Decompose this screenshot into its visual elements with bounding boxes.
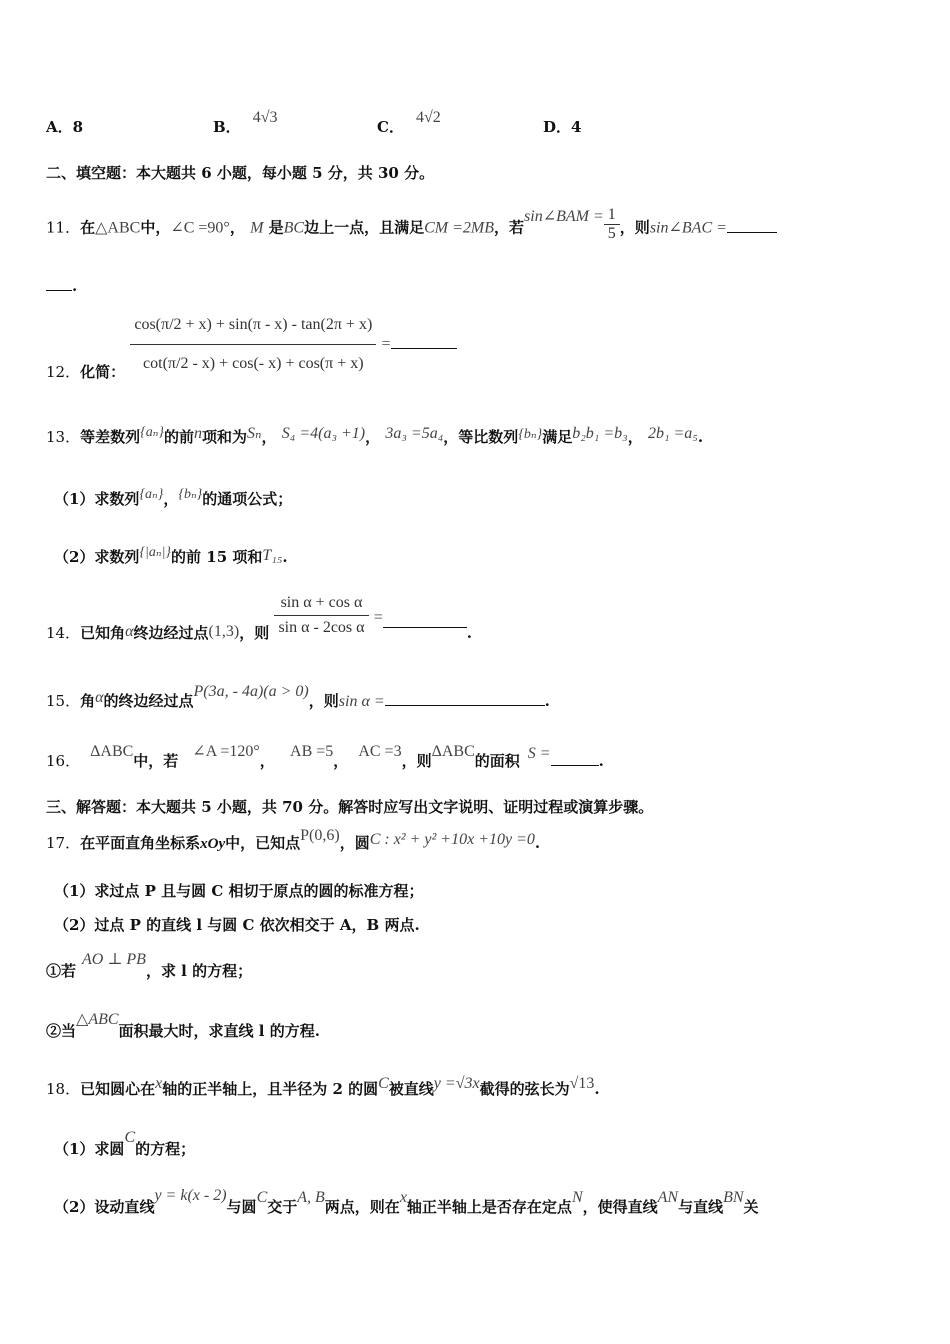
q14-fraction: $\frac{\text{sin α + cos α}}{\text{sin α - 2cos α}}$ — [274, 594, 368, 637]
question-18-part-1: （1）求圆C的方程； — [54, 1129, 196, 1158]
section-3-heading: 三、解答题：本大题共 5 小题，共 70 分。解答时应写出文字说明、证明过程或演算步骤。 — [46, 798, 654, 816]
option-c: C．4√2 — [377, 109, 441, 136]
question-17-part-2: （2）过点 P 的直线 l 与圆 C 依次相交于 A，B 两点. — [54, 916, 420, 934]
question-17: 17．在平面直角坐标系xOy中，已知点P(0,6)，圆C : x² + y² +10x +10y =0. — [46, 827, 541, 852]
question-17-part-1: （1）求过点 P 且与圆 C 相切于原点的圆的标准方程； — [54, 882, 424, 900]
question-16: 16．ΔABC中，若∠A =120°， AB =5，AC =3，则ΔABC的面积 S = . — [46, 743, 604, 770]
question-11-tail: . — [46, 276, 77, 295]
section-2-heading: 二、填空题：本大题共 6 小题，每小题 5 分，共 30 分。 — [46, 164, 435, 182]
question-18-part-2: （2）设动直线y = k(x - 2)与圆C交于A, B两点，则在x轴正半轴上是否存在定点N，使得直线AN与直线BN关 — [54, 1187, 759, 1216]
question-13: 13．等差数列{aₙ}的前n项和为Sₙ， S₄ =4(a₃ +1)， 3a₃ =5a₄，等比数列{bₙ}满足b₂b₁ =b₃， 2b₁ =a₅. — [46, 425, 704, 446]
question-15: 15．角α的终边经过点P(3a, - 4a)(a > 0)，则sin α = . — [46, 683, 550, 710]
option-d: D．4 — [543, 118, 582, 136]
question-13-part-2: （2）求数列{|aₙ|}的前 15 项和T₁₅. — [54, 545, 288, 566]
question-17-sub-2: ②当△ABC面积最大时，求直线 l 的方程. — [46, 1011, 320, 1040]
q12-fraction: $\frac{\cos(\pi/2 + x) + \sin(\pi - x) - \tan(2\pi + x)}{\cot(\pi/2 - x) + \cos(- x) + \cos(\pi + x)}$ — [130, 316, 376, 373]
question-12: 12．化简： $\frac{\cos(\pi/2 + x) + \sin(\pi - x) - \tan(2\pi + x)}{\cot(\pi/2 - x) + \cos(- x) + \cos(\pi + x)}$ = — [46, 316, 457, 373]
option-b: B．4√3 — [213, 109, 278, 136]
option-a: A．8 — [46, 118, 84, 136]
question-11: 11．在△ABC中，∠C =90°， M 是BC边上一点，且满足CM =2MB，若sin∠BAM = $\frac{1}{5}$ ，则sin∠BAC = — [46, 210, 777, 247]
question-13-part-1: （1）求数列{aₙ}，{bₙ}的通项公式； — [54, 487, 293, 508]
question-18: 18．已知圆心在x轴的正半轴上，且半径为 2 的圆C被直线y =√3x截得的弦长为√13. — [46, 1075, 600, 1098]
question-17-sub-1: ①若AO ⊥ PB，求 l 的方程； — [46, 951, 253, 980]
question-14: 14．已知角α终边经过点(1,3)，则 $\frac{\text{sin α + cos α}}{\text{sin α - 2cos α}}$ =. — [46, 594, 473, 642]
